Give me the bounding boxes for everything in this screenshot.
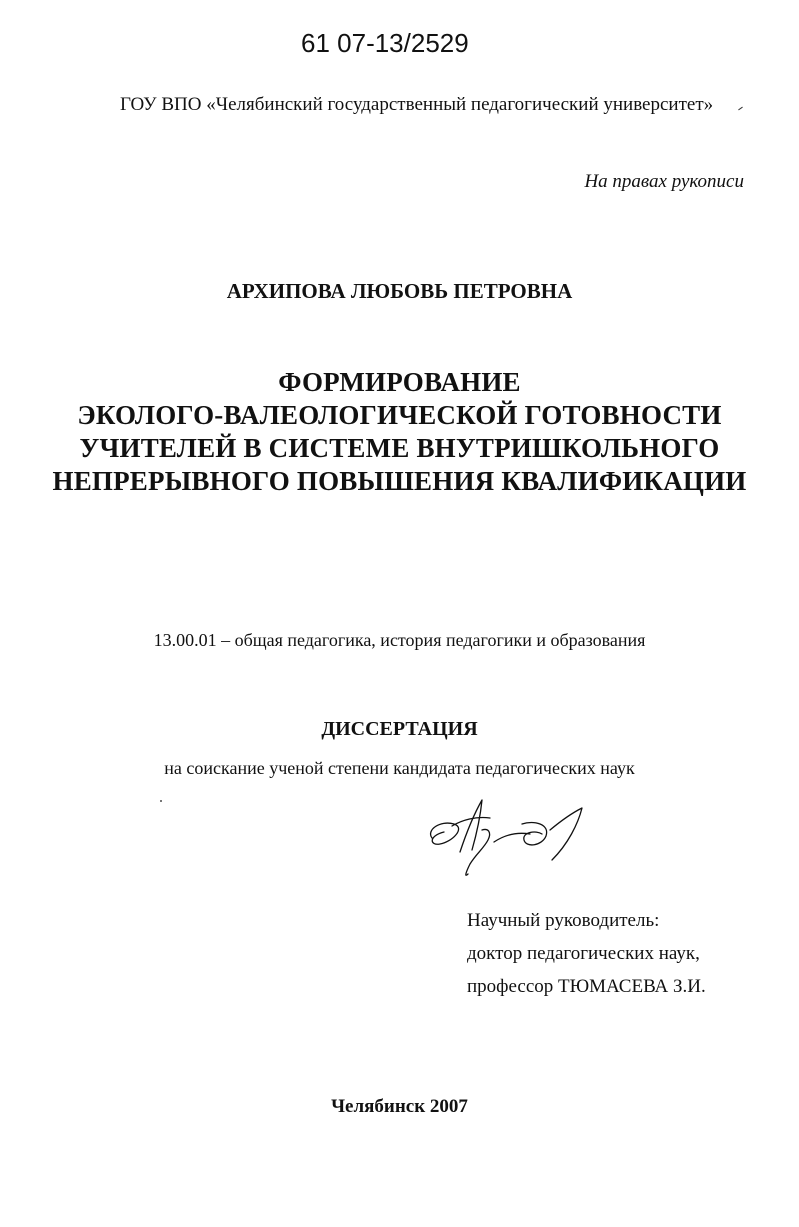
city-year: Челябинск 2007 bbox=[331, 1096, 468, 1117]
supervisor-block bbox=[467, 904, 706, 1003]
supervisor-name: профессор ТЮМАСЕВА З.И. bbox=[467, 976, 706, 997]
handwritten-signature bbox=[422, 790, 592, 880]
stray-dot bbox=[160, 800, 162, 802]
title-line: ЭКОЛОГО-ВАЛЕОЛОГИЧЕСКОЙ ГОТОВНОСТИ bbox=[77, 400, 722, 430]
title-line: НЕПРЕРЫВНОГО ПОВЫШЕНИЯ КВАЛИФИКАЦИИ bbox=[52, 466, 747, 496]
title-line: ФОРМИРОВАНИЕ bbox=[278, 367, 521, 397]
catalog-number: 61 07-13/2529 bbox=[301, 28, 469, 58]
institution-name: ГОУ ВПО «Челябинский государственный педагогический университет» bbox=[120, 94, 714, 115]
degree-line: на соискание ученой степени кандидата педагогических наук bbox=[164, 758, 635, 778]
author-name: АРХИПОВА ЛЮБОВЬ ПЕТРОВНА bbox=[226, 279, 573, 303]
rights-note: На правах рукописи bbox=[584, 171, 744, 192]
document-type: ДИССЕРТАЦИЯ bbox=[321, 718, 478, 740]
supervisor-label: Научный руководитель: bbox=[467, 910, 660, 931]
dissertation-title bbox=[0, 366, 799, 498]
stray-mark bbox=[738, 107, 743, 111]
supervisor-degree: доктор педагогических наук, bbox=[467, 943, 700, 964]
specialty-code: 13.00.01 – общая педагогика, история педагогики и образования bbox=[153, 630, 646, 650]
title-line: УЧИТЕЛЕЙ В СИСТЕМЕ ВНУТРИШКОЛЬНОГО bbox=[79, 433, 720, 463]
